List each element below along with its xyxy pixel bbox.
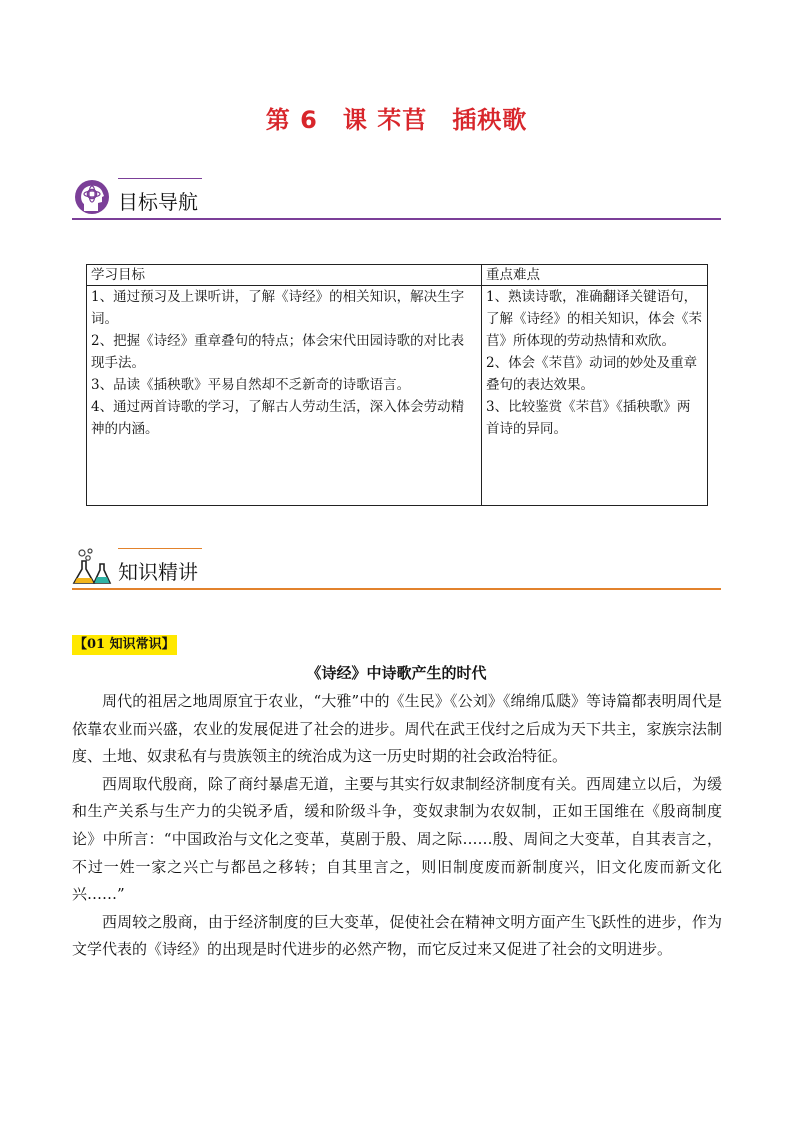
brain-head-icon [72, 178, 112, 218]
knowledge-tag: 【01 知识常识】 [72, 635, 177, 655]
goal-item: 2、把握《诗经》重章叠句的特点；体会宋代田园诗歌的对比表现手法。 [91, 333, 465, 371]
table-header-key-points: 重点难点 [482, 265, 708, 286]
section-label: 目标导航 [118, 190, 198, 214]
section-header-knowledge [72, 548, 721, 594]
paragraph: 周代的祖居之地周原宜于农业，“大雅”中的《生民》《公刘》《绵绵瓜瓞》等诗篇都表明周代是依靠农业而兴盛，农业的发展促进了社会的进步。周代在武王伐纣之后成为天下共主，家族宗法制度、土地、奴隶私有与贵族领主的统治成为这一历史时期的社会政治特征。 [72, 692, 722, 766]
key-point-item: 3、比较鉴赏《芣苢》《插秧歌》两首诗的异同。 [486, 399, 691, 437]
page-title: 第 6 课 芣苢 插秧歌 [265, 106, 528, 134]
section-header-goals [72, 178, 721, 224]
knowledge-subtitle: 《诗经》中诗歌产生的时代 [306, 664, 487, 682]
table-header-goals: 学习目标 [87, 265, 482, 286]
key-points-cell [482, 286, 708, 506]
section-top-rule [118, 178, 202, 179]
section-label: 知识精讲 [118, 560, 198, 584]
knowledge-body [72, 688, 722, 964]
key-point-item: 1、熟读诗歌，准确翻译关键语句，了解《诗经》的相关知识，体会《芣苢》所体现的劳动热情和欢欣。 [486, 289, 702, 349]
section-top-rule [118, 548, 202, 549]
paragraph: 西周较之殷商，由于经济制度的巨大变革，促使社会在精神文明方面产生飞跃性的进步，作为文学代表的《诗经》的出现是时代进步的必然产物，而它反过来又促进了社会的文明进步。 [72, 912, 722, 959]
goals-table [86, 264, 708, 506]
key-point-item: 2、体会《芣苢》动词的妙处及重章叠句的表达效果。 [486, 355, 698, 393]
goal-item: 1、通过预习及上课听讲，了解《诗经》的相关知识，解决生字词。 [91, 289, 465, 327]
goals-cell [87, 286, 482, 506]
section-divider [72, 218, 721, 220]
goal-item: 4、通过两首诗歌的学习，了解古人劳动生活，深入体会劳动精神的内涵。 [91, 399, 465, 437]
paragraph: 西周取代殷商，除了商纣暴虐无道，主要与其实行奴隶制经济制度有关。西周建立以后，为缓和生产关系与生产力的尖锐矛盾，缓和阶级斗争，变奴隶制为农奴制，正如王国维在《殷商制度论》中所言：“中国政治与文化之变革，莫剧于殷、周之际……殷、周间之大变革，自其表言之，不过一姓一家之兴亡与都邑之移转；自其里言之，则旧制度废而新制度兴，旧文化废而新文化兴……” [72, 774, 722, 904]
goal-item: 3、品读《插秧歌》平易自然却不乏新奇的诗歌语言。 [91, 377, 411, 393]
section-divider [72, 588, 721, 590]
lab-flask-icon [72, 548, 112, 588]
